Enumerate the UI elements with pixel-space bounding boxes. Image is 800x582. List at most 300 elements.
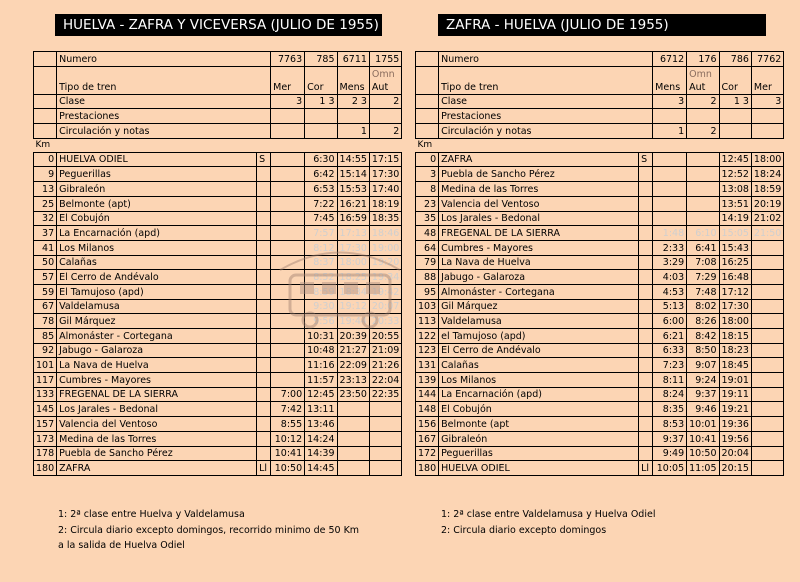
station-row [34, 446, 402, 461]
station-time: 8:02 [687, 299, 719, 314]
station-km: 113 [416, 314, 439, 329]
station-km: 92 [34, 343, 57, 358]
station-time [271, 255, 305, 270]
note-line: 2: Circula diario excepto domingos [441, 524, 607, 536]
station-flag [639, 270, 653, 285]
station-flag: Ll [257, 461, 271, 476]
station-time: 13:51 [719, 196, 751, 211]
station-time: 19:42 [369, 284, 401, 299]
station-time: 16:59 [337, 211, 369, 226]
station-time: 5:13 [653, 299, 687, 314]
station-flag [257, 211, 271, 226]
station-time: 20:07 [369, 299, 401, 314]
station-time: 8:24 [653, 387, 687, 402]
station-flag [639, 211, 653, 226]
station-time: 18:00 [337, 255, 369, 270]
station-row [416, 211, 784, 226]
header-row [416, 66, 784, 94]
station-time: 12:45 [305, 387, 337, 402]
table-cell [416, 94, 439, 109]
km-label: Km [35, 139, 51, 150]
station-name: FREGENAL DE LA SIERRA [439, 226, 639, 241]
station-time [337, 461, 369, 476]
station-time [751, 270, 783, 285]
station-row [416, 182, 784, 197]
station-time: 20:04 [719, 446, 751, 461]
station-time [653, 211, 687, 226]
station-time: 17:30 [337, 240, 369, 255]
station-name: Jabugo - Galaroza [439, 270, 639, 285]
header-value: 1755 [369, 52, 401, 67]
station-km: 178 [34, 446, 57, 461]
station-name: El Cobujón [439, 402, 639, 417]
train-type-cell [369, 66, 401, 94]
station-name: Belmonte (apt [439, 417, 639, 432]
station-time: 9:37 [687, 387, 719, 402]
station-time: 14:19 [719, 211, 751, 226]
station-row [34, 152, 402, 167]
station-row [416, 358, 784, 373]
station-km: 167 [416, 431, 439, 446]
train-type-bottom: Mens [339, 81, 365, 93]
station-name: Peguerillas [57, 167, 257, 182]
station-time: 18:23 [719, 343, 751, 358]
station-flag [639, 284, 653, 299]
train-type-top: Omn [371, 68, 395, 80]
station-time: 10:31 [305, 329, 337, 344]
station-flag [639, 387, 653, 402]
station-row [34, 284, 402, 299]
station-name: Los Milanos [439, 373, 639, 388]
station-flag [639, 196, 653, 211]
station-time: 8:11 [653, 373, 687, 388]
station-row [34, 417, 402, 432]
header-label: Circulación y notas [439, 124, 653, 139]
station-km: 78 [34, 314, 57, 329]
station-km: 64 [416, 240, 439, 255]
station-name: Cumbres - Mayores [57, 373, 257, 388]
station-time [653, 196, 687, 211]
station-km: 35 [416, 211, 439, 226]
station-time: 11:16 [305, 358, 337, 373]
station-row [34, 343, 402, 358]
station-time: 8:53 [653, 417, 687, 432]
station-time: 19:34 [369, 270, 401, 285]
header-value: 786 [719, 52, 751, 67]
station-time: 18:00 [719, 314, 751, 329]
station-time: 10:12 [271, 431, 305, 446]
station-row [34, 329, 402, 344]
station-time: 10:05 [653, 461, 687, 476]
station-name: Medina de las Torres [57, 431, 257, 446]
table-cell [34, 94, 57, 109]
station-km: 67 [34, 299, 57, 314]
header-row [416, 94, 784, 109]
left-notes [58, 507, 359, 554]
station-km: 131 [416, 358, 439, 373]
station-time: 21:26 [369, 358, 401, 373]
header-value: 2 3 [337, 94, 369, 109]
station-time: 3:29 [653, 255, 687, 270]
station-time: 22:09 [337, 358, 369, 373]
station-time: 17:40 [369, 182, 401, 197]
train-type-bottom: Aut [689, 81, 706, 93]
station-row [416, 343, 784, 358]
station-km: 37 [34, 226, 57, 241]
header-label: Tipo de tren [57, 66, 271, 94]
station-flag [257, 387, 271, 402]
station-time: 13:11 [305, 402, 337, 417]
station-time: 14:45 [305, 461, 337, 476]
station-km: 180 [34, 461, 57, 476]
station-time: 10:48 [305, 343, 337, 358]
station-time: 19:00 [369, 240, 401, 255]
station-flag: S [639, 152, 653, 167]
station-time: 19:11 [719, 387, 751, 402]
station-time: 7:48 [687, 284, 719, 299]
station-time: 18:46 [369, 226, 401, 241]
station-row [34, 167, 402, 182]
station-time [751, 314, 783, 329]
station-flag [257, 240, 271, 255]
left-timetable [33, 51, 402, 476]
header-value: 1 3 [305, 94, 337, 109]
station-time: 17:30 [719, 299, 751, 314]
header-value: 2 [687, 124, 719, 139]
station-row [416, 373, 784, 388]
station-time: 11:57 [305, 373, 337, 388]
station-time: 4:03 [653, 270, 687, 285]
station-name: Puebla de Sancho Pérez [439, 167, 639, 182]
table-cell [416, 66, 439, 94]
station-time [751, 240, 783, 255]
station-name: FREGENAL DE LA SIERRA [57, 387, 257, 402]
header-value: 3 [653, 94, 687, 109]
station-row [416, 284, 784, 299]
header-value: 1 3 [719, 94, 751, 109]
station-time: 17:15 [369, 152, 401, 167]
station-flag [639, 240, 653, 255]
station-time: 20:15 [719, 461, 751, 476]
station-flag [257, 299, 271, 314]
header-value [305, 109, 337, 124]
station-time [271, 329, 305, 344]
station-time: 9:30 [305, 299, 337, 314]
station-row [416, 387, 784, 402]
station-time: 8:26 [687, 314, 719, 329]
station-name: El Cerro de Andévalo [57, 270, 257, 285]
station-km: 133 [34, 387, 57, 402]
station-name: Valdelamusa [439, 314, 639, 329]
station-km: 8 [416, 182, 439, 197]
header-label: Circulación y notas [57, 124, 271, 139]
header-row [416, 124, 784, 139]
header-label: Prestaciones [57, 109, 271, 124]
station-time [751, 299, 783, 314]
station-row [416, 314, 784, 329]
station-time [751, 431, 783, 446]
station-row [34, 196, 402, 211]
station-name: Almonáster - Cortegana [439, 284, 639, 299]
header-label: Clase [439, 94, 653, 109]
station-km: 13 [34, 182, 57, 197]
station-time: 18:00 [751, 152, 783, 167]
station-row [416, 270, 784, 285]
station-time: 9:37 [653, 431, 687, 446]
table-cell [416, 109, 439, 124]
station-time: 18:35 [369, 211, 401, 226]
station-km: 88 [416, 270, 439, 285]
station-time: 6:33 [653, 343, 687, 358]
station-time [751, 446, 783, 461]
station-flag [257, 402, 271, 417]
station-km: 103 [416, 299, 439, 314]
station-flag [257, 196, 271, 211]
station-time [337, 431, 369, 446]
station-name: Peguerillas [439, 446, 639, 461]
station-time [751, 373, 783, 388]
station-time: 6:41 [687, 240, 719, 255]
header-value: 6711 [337, 52, 369, 67]
header-value: 7763 [271, 52, 305, 67]
station-flag [257, 373, 271, 388]
station-time: 4:53 [653, 284, 687, 299]
station-km: 156 [416, 417, 439, 432]
station-time: 14:55 [337, 152, 369, 167]
station-time [751, 255, 783, 270]
station-name: La Nava de Huelva [57, 358, 257, 373]
station-time: 12:52 [719, 167, 751, 182]
station-time: 16:25 [719, 255, 751, 270]
station-time [271, 314, 305, 329]
station-row [416, 299, 784, 314]
station-name: Calañas [57, 255, 257, 270]
station-time: 8:37 [305, 255, 337, 270]
station-time: 15:43 [719, 240, 751, 255]
station-km: 0 [34, 152, 57, 167]
station-km: 25 [34, 196, 57, 211]
station-name: Medina de las Torres [439, 182, 639, 197]
station-time [337, 417, 369, 432]
station-row [416, 431, 784, 446]
station-name: Puebla de Sancho Pérez [57, 446, 257, 461]
station-time [751, 387, 783, 402]
station-time: 19:56 [719, 431, 751, 446]
station-km: 9 [34, 167, 57, 182]
station-time [369, 402, 401, 417]
station-time: 15:53 [337, 182, 369, 197]
station-flag [257, 343, 271, 358]
spacer-row [34, 138, 402, 152]
station-time: 20:39 [337, 329, 369, 344]
station-time: 12:45 [719, 152, 751, 167]
station-name: Valencia del Ventoso [439, 196, 639, 211]
station-time: 18:25 [337, 270, 369, 285]
station-flag [257, 182, 271, 197]
station-time: 8:35 [653, 402, 687, 417]
station-flag [257, 167, 271, 182]
header-value: 1 [653, 124, 687, 139]
station-time: 7:45 [305, 211, 337, 226]
train-type-bottom: Cor [307, 81, 324, 93]
station-time: 8:59 [305, 284, 337, 299]
train-type-bottom: Mer [273, 81, 292, 93]
station-time [687, 196, 719, 211]
station-km: 3 [416, 167, 439, 182]
header-row [34, 66, 402, 94]
station-flag [639, 182, 653, 197]
table-cell [34, 66, 57, 94]
train-type-bottom: Mer [753, 81, 772, 93]
station-row [34, 226, 402, 241]
header-value: 785 [305, 52, 337, 67]
table-cell [416, 124, 439, 139]
header-value: 7762 [751, 52, 783, 67]
station-time [369, 431, 401, 446]
station-row [34, 431, 402, 446]
station-name: Cumbres - Mayores [439, 240, 639, 255]
station-time [751, 461, 783, 476]
header-row [416, 109, 784, 124]
train-type-bottom: Cor [721, 81, 738, 93]
header-label: Numero [439, 52, 653, 67]
header-value: 3 [271, 94, 305, 109]
station-time: 2:33 [653, 240, 687, 255]
station-time: 14:24 [305, 431, 337, 446]
station-name: ZAFRA [57, 461, 257, 476]
station-time: 9:56 [305, 314, 337, 329]
station-name: HUELVA ODIEL [439, 461, 639, 476]
station-time [271, 270, 305, 285]
station-km: 32 [34, 211, 57, 226]
station-km: 148 [416, 402, 439, 417]
header-value [337, 109, 369, 124]
station-km: 123 [416, 343, 439, 358]
header-value [653, 109, 687, 124]
station-flag [257, 314, 271, 329]
station-time [271, 373, 305, 388]
station-name: El Cerro de Andévalo [439, 343, 639, 358]
station-time: 13:46 [305, 417, 337, 432]
right-timetable [415, 51, 784, 476]
table-cell [34, 124, 57, 139]
station-time [337, 446, 369, 461]
station-km: 23 [416, 196, 439, 211]
station-time [271, 299, 305, 314]
station-km: 144 [416, 387, 439, 402]
station-km: 85 [34, 329, 57, 344]
station-flag [257, 431, 271, 446]
station-name: Los Jarales - Bedonal [57, 402, 257, 417]
station-name: ZAFRA [439, 152, 639, 167]
station-km: 79 [416, 255, 439, 270]
train-type-cell [719, 66, 751, 94]
station-row [416, 461, 784, 476]
station-time: 14:39 [305, 446, 337, 461]
station-time [751, 417, 783, 432]
station-flag [639, 343, 653, 358]
header-value: 2 [369, 94, 401, 109]
station-time: 20:19 [751, 196, 783, 211]
station-time: 7:22 [305, 196, 337, 211]
note-line: 1: 2ª clase entre Huelva y Valdelamusa [58, 509, 245, 520]
station-flag [257, 226, 271, 241]
station-row [416, 152, 784, 167]
train-type-bottom: Mens [655, 81, 681, 93]
station-row [416, 196, 784, 211]
station-time: 13:08 [719, 182, 751, 197]
station-time: 9:07 [687, 358, 719, 373]
station-flag [639, 402, 653, 417]
station-row [416, 255, 784, 270]
station-time: 19:12 [337, 299, 369, 314]
table-cell [416, 52, 439, 67]
station-row [34, 211, 402, 226]
train-type-cell [751, 66, 783, 94]
header-value [751, 124, 783, 139]
station-time [271, 196, 305, 211]
header-value [271, 124, 305, 139]
station-time [653, 152, 687, 167]
station-row [34, 461, 402, 476]
note-line: a la salida de Huelva Odiel [58, 540, 185, 551]
station-time: 8:50 [687, 343, 719, 358]
station-km: 95 [416, 284, 439, 299]
station-time: 18:15 [719, 329, 751, 344]
station-time: 7:29 [687, 270, 719, 285]
station-time [271, 284, 305, 299]
station-time [369, 461, 401, 476]
station-time [751, 402, 783, 417]
station-time [271, 343, 305, 358]
station-time: 6:42 [305, 167, 337, 182]
station-row [34, 182, 402, 197]
station-row [34, 255, 402, 270]
station-flag [639, 314, 653, 329]
station-name: El Tamujoso (apd) [57, 284, 257, 299]
header-row [34, 94, 402, 109]
station-time [687, 182, 719, 197]
station-time: 16:48 [719, 270, 751, 285]
header-value [271, 109, 305, 124]
station-km: 173 [34, 431, 57, 446]
station-row [34, 299, 402, 314]
header-value [751, 109, 783, 124]
station-name: Belmonte (apt) [57, 196, 257, 211]
header-value [687, 109, 719, 124]
station-row [416, 226, 784, 241]
station-row [416, 402, 784, 417]
station-time: 22:35 [369, 387, 401, 402]
station-km: 59 [34, 284, 57, 299]
station-time: 6:00 [653, 314, 687, 329]
header-value: 2 [369, 124, 401, 139]
station-name: Gil Márquez [439, 299, 639, 314]
station-time [271, 358, 305, 373]
station-time: 21:02 [751, 211, 783, 226]
header-row [34, 124, 402, 139]
right-notes [441, 507, 655, 538]
station-name: El Cobujón [57, 211, 257, 226]
station-time: 10:01 [687, 417, 719, 432]
station-time: 6:30 [305, 152, 337, 167]
station-time: 1:48 [653, 226, 687, 241]
station-name: Los Jarales - Bedonal [439, 211, 639, 226]
header-value: 2 [687, 94, 719, 109]
station-flag [639, 446, 653, 461]
station-flag [639, 255, 653, 270]
right-timetable-title: ZAFRA - HUELVA (JULIO DE 1955) [438, 14, 766, 36]
